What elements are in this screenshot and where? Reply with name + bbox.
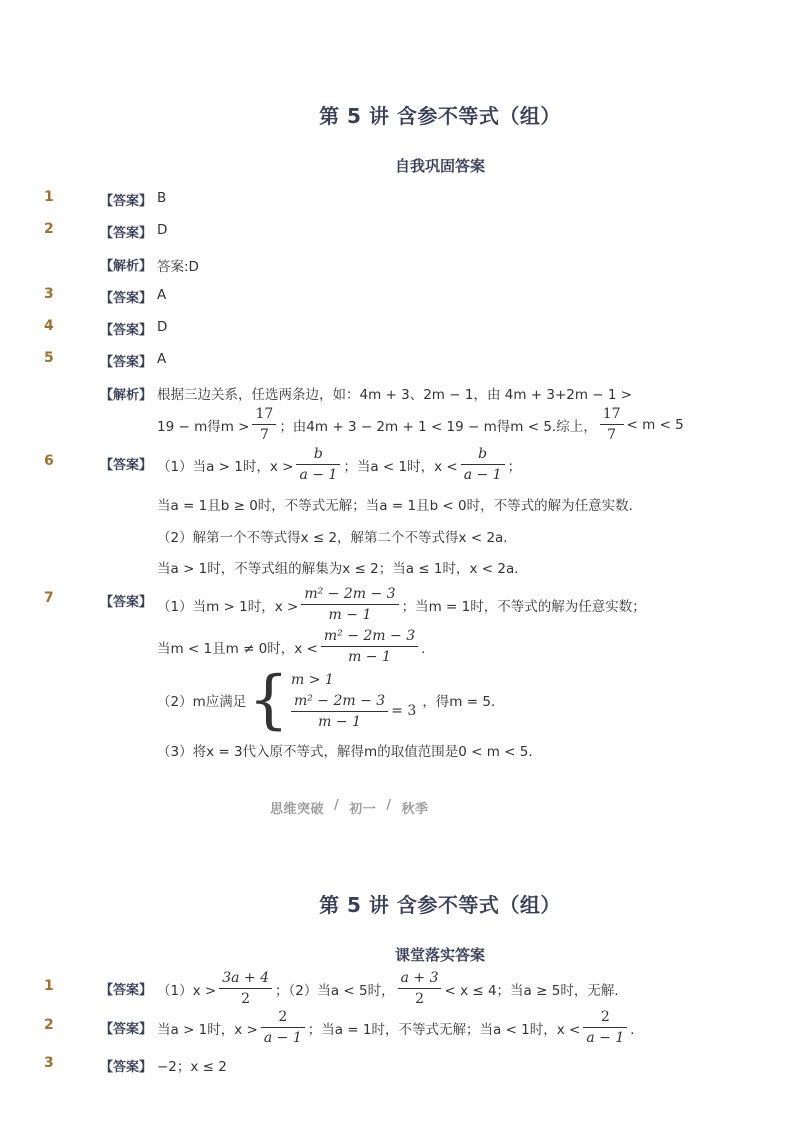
fraction [398, 968, 442, 1009]
fraction-denominator: a − 1 [586, 1030, 625, 1046]
fraction-denominator: m − 1 [328, 607, 372, 623]
footer-grade: 初一 [349, 802, 377, 817]
question-number: 2 [44, 1017, 54, 1033]
footer-separator: / [386, 798, 392, 813]
footer-course: 思维突破 [270, 802, 325, 817]
question-number: 2 [44, 221, 54, 237]
fraction [600, 404, 624, 445]
answer-6-line-2: 当a = 1且b ≥ 0时，不等式无解；当a = 1且b < 0时，不等式的解为任意实数． [157, 498, 643, 514]
page-title: 第 5 讲 含参不等式（组） [319, 893, 561, 917]
fraction-denominator: 7 [607, 427, 617, 443]
fraction-numerator: 2 [600, 1009, 610, 1025]
analysis-text: 答案:D [157, 259, 199, 275]
answer-7-line-3 [157, 664, 504, 736]
system-line-1: m > 1 [290, 671, 334, 688]
fraction-numerator: 3a + 4 [222, 970, 269, 986]
fraction [252, 404, 276, 445]
answer-text: D [157, 222, 168, 238]
brace-icon: { [248, 663, 289, 737]
answer-7-line-4: （3）将x = 3代入原不等式，解得m的取值范围是0 < m < 5． [157, 744, 542, 760]
analysis-text: 19 − m得m > [157, 418, 250, 435]
answer-tag: 【答案】 [100, 226, 153, 241]
system-line-2 [291, 691, 416, 732]
fraction-numerator: a + 3 [400, 970, 439, 986]
fraction-numerator: 17 [255, 406, 274, 422]
question-number: 3 [44, 286, 54, 302]
question-number: 6 [44, 453, 54, 469]
section-subtitle: 课堂落实答案 [394, 946, 485, 964]
equation-system [291, 669, 416, 732]
analysis-tag: 【解析】 [100, 388, 153, 403]
fraction-denominator: m − 1 [348, 649, 391, 665]
fraction-denominator: 7 [259, 427, 269, 443]
footer-term: 秋季 [401, 802, 429, 817]
analysis-text: < m < 5 [626, 416, 684, 433]
answer-text: （1）当m > 1时，x > [157, 598, 299, 615]
fraction-denominator: a − 1 [299, 467, 338, 483]
fraction-denominator: 2 [241, 991, 251, 1007]
answer-line [157, 1007, 644, 1048]
answer-text: B [157, 190, 167, 206]
answer-6-line-1 [157, 444, 521, 485]
answer-text: ． [421, 640, 435, 657]
fraction-numerator: b [313, 446, 323, 462]
answer-text: （1）x > [157, 982, 217, 999]
answer-6-line-3: （2）解第一个不等式得x ≤ 2，解第二个不等式得x < 2a． [157, 530, 517, 546]
answer-7-line-2 [157, 626, 435, 667]
answer-tag: 【答案】 [100, 1022, 153, 1037]
answer-text: ；当a = 1时，不等式无解；当a < 1时，x < [307, 1021, 581, 1038]
answer-tag: 【答案】 [100, 1060, 153, 1075]
answer-tag: 【答案】 [100, 355, 153, 370]
fraction-numerator: 2 [278, 1009, 288, 1025]
answer-tag: 【答案】 [100, 983, 153, 998]
answer-text: −2；x ≤ 2 [157, 1059, 227, 1075]
answer-text: ；（2）当a < 5时， [274, 982, 395, 999]
fraction [219, 968, 272, 1009]
answer-text: ． [630, 1021, 644, 1038]
analysis-line-2 [157, 404, 684, 445]
page-title: 第 5 讲 含参不等式（组） [319, 104, 561, 128]
fraction-numerator: m² − 2m − 3 [323, 628, 416, 644]
answer-tag: 【答案】 [100, 595, 153, 610]
answer-text: D [157, 319, 168, 335]
page-footer [270, 798, 429, 817]
answer-text: ；当m = 1时，不等式的解为任意实数； [401, 598, 646, 615]
fraction-denominator: a − 1 [263, 1030, 302, 1046]
answer-tag: 【答案】 [100, 291, 153, 306]
system-equals: = 3 [391, 703, 417, 719]
answer-text: （2）m应满足 [157, 694, 247, 710]
answer-tag: 【答案】 [100, 194, 153, 209]
analysis-text: ；由4m + 3 − 2m + 1 < 19 − m得m < 5.综上， [279, 418, 597, 435]
fraction [461, 444, 505, 485]
answer-text: A [157, 287, 167, 303]
answer-tag: 【答案】 [100, 323, 153, 338]
answer-text: ；当a < 1时，x < [343, 458, 458, 475]
answer-text: 当a > 1时，x > [157, 1021, 258, 1038]
answer-text: ，得m = 5． [422, 694, 505, 710]
fraction [301, 584, 398, 625]
footer-separator: / [334, 798, 340, 813]
fraction-numerator: m² − 2m − 3 [304, 586, 396, 602]
fraction-numerator: b [478, 446, 488, 462]
fraction [583, 1007, 627, 1048]
fraction-denominator: m − 1 [318, 713, 361, 730]
answer-tag: 【答案】 [100, 458, 153, 473]
fraction-numerator: m² − 2m − 3 [293, 692, 386, 709]
answer-text: （1）当a > 1时，x > [157, 458, 294, 475]
answer-7-line-1 [157, 584, 646, 625]
analysis-line-1: 根据三边关系，任选两条边，如：4m + 3、2m − 1，由 4m + 3+2m − 1 > [157, 387, 633, 403]
question-number: 7 [44, 590, 54, 606]
answer-text: < x ≤ 4；当a ≥ 5时，无解． [444, 982, 628, 999]
answer-text: A [157, 351, 167, 367]
fraction-denominator: 2 [415, 991, 424, 1007]
answer-line [157, 968, 628, 1009]
answer-text: 当m < 1且m ≠ 0时，x < [157, 640, 318, 657]
fraction-denominator: a − 1 [463, 467, 502, 483]
fraction [261, 1007, 305, 1048]
section-subtitle: 自我巩固答案 [394, 157, 485, 175]
question-number: 1 [44, 189, 54, 205]
answer-6-line-4: 当a > 1时，不等式组的解集为x ≤ 2；当a ≤ 1时，x < 2a． [157, 561, 528, 577]
fraction [291, 691, 388, 732]
fraction [321, 626, 418, 667]
fraction-numerator: 17 [602, 406, 621, 422]
analysis-tag: 【解析】 [100, 259, 153, 274]
fraction [296, 444, 340, 485]
question-number: 4 [44, 318, 54, 334]
question-number: 5 [44, 350, 54, 366]
question-number: 3 [44, 1055, 54, 1071]
question-number: 1 [44, 978, 54, 994]
answer-text: ； [507, 458, 522, 475]
